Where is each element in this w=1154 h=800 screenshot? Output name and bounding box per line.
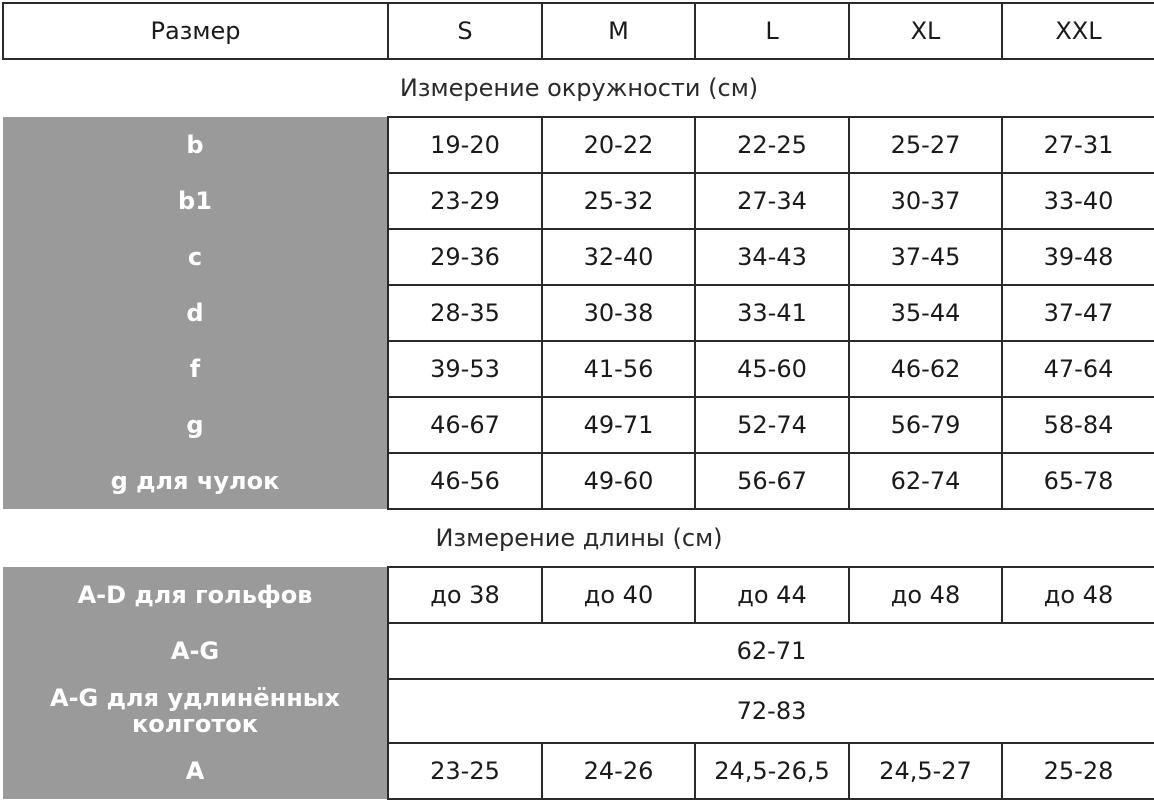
cell-merged: 72-83: [388, 679, 1154, 743]
cell-xxl: до 48: [1002, 567, 1154, 623]
cell-s: 29-36: [388, 229, 542, 285]
row-label: [3, 679, 388, 743]
table-row: [3, 229, 1154, 285]
row-label: b1: [3, 173, 388, 229]
cell-xxl: 25-28: [1002, 743, 1154, 799]
table-row: [3, 341, 1154, 397]
cell-xxl: 47-64: [1002, 341, 1154, 397]
cell-l: до 44: [695, 567, 849, 623]
table-row: [3, 117, 1154, 173]
row-label: b: [3, 117, 388, 173]
section-length-row: [3, 509, 1154, 567]
header-size: Размер: [3, 3, 388, 59]
table-row: [3, 567, 1154, 623]
header-l: L: [695, 3, 849, 59]
cell-l: 52-74: [695, 397, 849, 453]
row-label: f: [3, 341, 388, 397]
cell-m: 32-40: [542, 229, 695, 285]
table-row: [3, 173, 1154, 229]
row-label: g для чулок: [3, 453, 388, 509]
row-label: A-G: [3, 623, 388, 679]
row-label: d: [3, 285, 388, 341]
table-row: [3, 453, 1154, 509]
cell-s: до 38: [388, 567, 542, 623]
cell-s: 39-53: [388, 341, 542, 397]
cell-xl: 56-79: [849, 397, 1002, 453]
cell-m: 30-38: [542, 285, 695, 341]
cell-l: 22-25: [695, 117, 849, 173]
cell-l: 24,5-26,5: [695, 743, 849, 799]
header-m: M: [542, 3, 695, 59]
cell-s: 46-67: [388, 397, 542, 453]
cell-m: 49-60: [542, 453, 695, 509]
cell-l: 27-34: [695, 173, 849, 229]
cell-xxl: 58-84: [1002, 397, 1154, 453]
cell-l: 45-60: [695, 341, 849, 397]
cell-s: 23-29: [388, 173, 542, 229]
cell-m: до 40: [542, 567, 695, 623]
cell-xl: 35-44: [849, 285, 1002, 341]
table-row: [3, 623, 1154, 679]
cell-m: 49-71: [542, 397, 695, 453]
row-label-line2: колготок: [131, 710, 259, 738]
row-label: A-D для гольфов: [3, 567, 388, 623]
cell-merged: 62-71: [388, 623, 1154, 679]
cell-m: 24-26: [542, 743, 695, 799]
cell-xl: 37-45: [849, 229, 1002, 285]
cell-xl: 24,5-27: [849, 743, 1002, 799]
cell-m: 41-56: [542, 341, 695, 397]
section-circumference-title: Измерение окружности (см): [399, 74, 759, 102]
row-label-line1: A-G для удлинённых: [50, 684, 340, 712]
cell-xl: 25-27: [849, 117, 1002, 173]
cell-m: 25-32: [542, 173, 695, 229]
header-xxl: XXL: [1002, 3, 1154, 59]
cell-xxl: 37-47: [1002, 285, 1154, 341]
cell-s: 19-20: [388, 117, 542, 173]
cell-s: 46-56: [388, 453, 542, 509]
cell-s: 23-25: [388, 743, 542, 799]
row-label: A: [3, 743, 388, 799]
cell-s: 28-35: [388, 285, 542, 341]
table-row: [3, 679, 1154, 743]
cell-m: 20-22: [542, 117, 695, 173]
cell-xxl: 39-48: [1002, 229, 1154, 285]
size-table: [2, 2, 1154, 800]
row-label: g: [3, 397, 388, 453]
cell-xl: 62-74: [849, 453, 1002, 509]
header-s: S: [388, 3, 542, 59]
cell-xl: 30-37: [849, 173, 1002, 229]
cell-l: 33-41: [695, 285, 849, 341]
header-xl: XL: [849, 3, 1002, 59]
cell-xl: 46-62: [849, 341, 1002, 397]
cell-l: 34-43: [695, 229, 849, 285]
cell-xxl: 33-40: [1002, 173, 1154, 229]
table-row: [3, 743, 1154, 799]
table-row: [3, 285, 1154, 341]
cell-xxl: 27-31: [1002, 117, 1154, 173]
header-row: [3, 3, 1154, 59]
section-circumference-row: [3, 59, 1154, 117]
cell-xxl: 65-78: [1002, 453, 1154, 509]
cell-xl: до 48: [849, 567, 1002, 623]
table-row: [3, 397, 1154, 453]
cell-l: 56-67: [695, 453, 849, 509]
section-length-title: Измерение длины (см): [435, 524, 723, 552]
row-label: c: [3, 229, 388, 285]
